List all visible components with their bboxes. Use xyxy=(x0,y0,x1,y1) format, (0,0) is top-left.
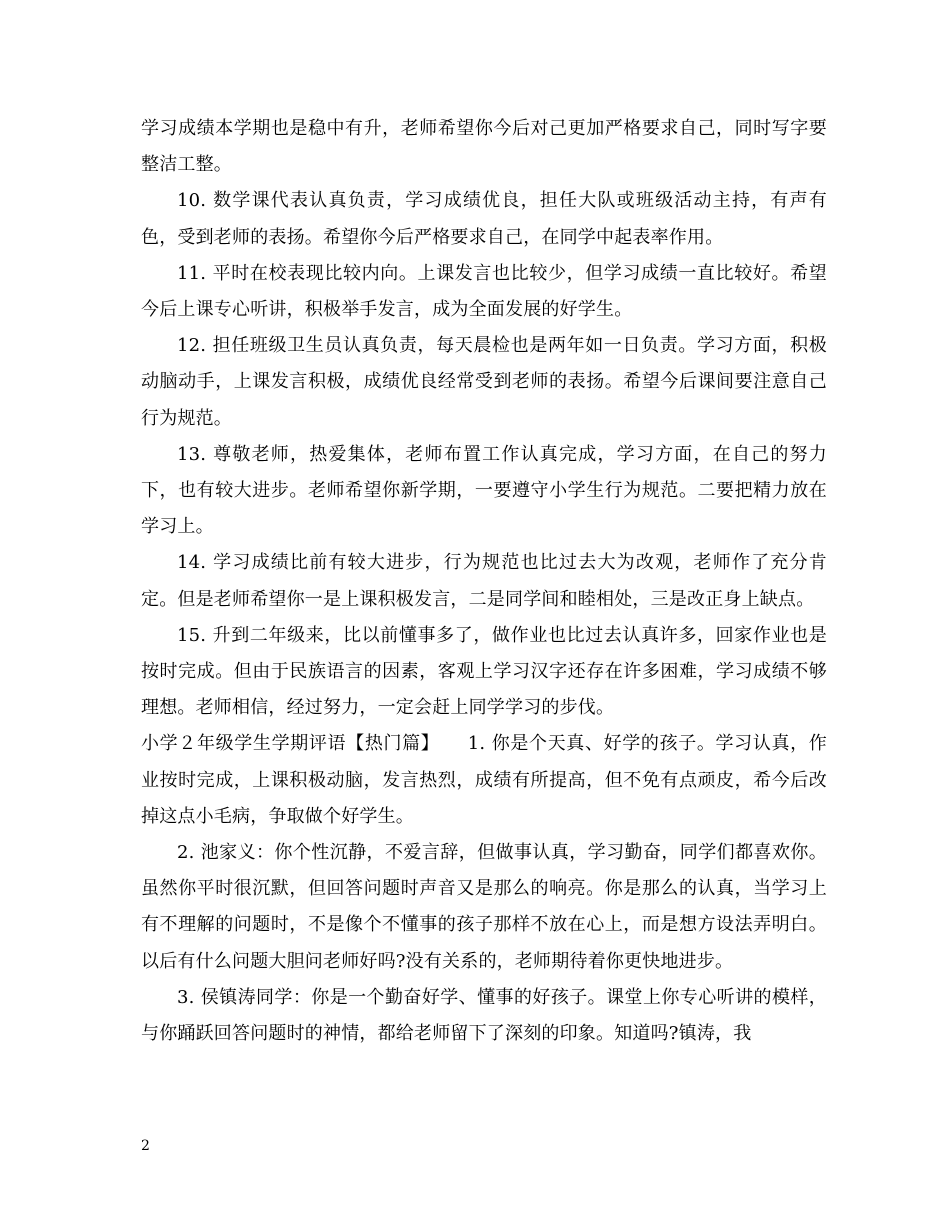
paragraph: 学习成绩本学期也是稳中有升，老师希望你今后对己更加严格要求自己，同时写字要整洁工整。 xyxy=(141,118,827,176)
paragraph: 10. 数学课代表认真负责，学习成绩优良，担任大队或班级活动主持，有声有色，受到老师的表扬。希望你今后严格要求自己，在同学中起表率作用。 xyxy=(141,190,827,248)
section-heading-paragraph: 小学２年级学生学期评语【热门篇】 1. 你是个天真、好学的孩子。学习认真，作业按时完成，上课积极动脑，发言热烈，成绩有所提高，但不免有点顽皮，希今后改掉这点小毛病，争取做个好学生。 xyxy=(141,733,827,827)
document-body xyxy=(141,111,827,1052)
paragraph: 3. 侯镇涛同学：你是一个勤奋好学、懂事的好孩子。课堂上你专心听讲的模样，与你踊跃回答问题时的神情，都给老师留下了深刻的印象。知道吗?镇涛，我 xyxy=(141,986,827,1045)
paragraph: 11. 平时在校表现比较内向。上课发言也比较少，但学习成绩一直比较好。希望今后上课专心听讲，积极举手发言，成为全面发展的好学生。 xyxy=(141,262,827,321)
paragraph: 15. 升到二年级来，比以前懂事多了，做作业也比过去认真许多，回家作业也是按时完成。但由于民族语言的因素，客观上学习汉字还存在许多困难，学习成绩不够理想。老师相信，经过努力，一定会赶上同学学习的步伐。 xyxy=(141,624,827,719)
paragraph: 13. 尊敬老师，热爱集体，老师布置工作认真完成，学习方面，在自己的努力下，也有较大进步。老师希望你新学期，一要遵守小学生行为规范。二要把精力放在学习上。 xyxy=(141,443,827,538)
paragraph: 12. 担任班级卫生员认真负责，每天晨检也是两年如一日负责。学习方面，积极动脑动手，上课发言积极，成绩优良经常受到老师的表扬。希望今后课间要注意自己行为规范。 xyxy=(141,335,827,429)
page-number: 2 xyxy=(141,1138,150,1154)
paragraph: 2. 池家义：你个性沉静，不爱言辞，但做事认真，学习勤奋，同学们都喜欢你。虽然你平时很沉默，但回答问题时声音又是那么的响亮。你是那么的认真，当学习上有不理解的问题时，不是像个不懂事的孩子那样不放在心上，而是想方设法弄明白。以后有什么问题大胆问老师好吗?没有关系的，老师期待着你更快地进步。 xyxy=(141,842,827,972)
paragraph: 14. 学习成绩比前有较大进步，行为规范也比过去大为改观，老师作了充分肯定。但是老师希望你一是上课积极发言，二是同学间和睦相处，三是改正身上缺点。 xyxy=(141,552,827,610)
